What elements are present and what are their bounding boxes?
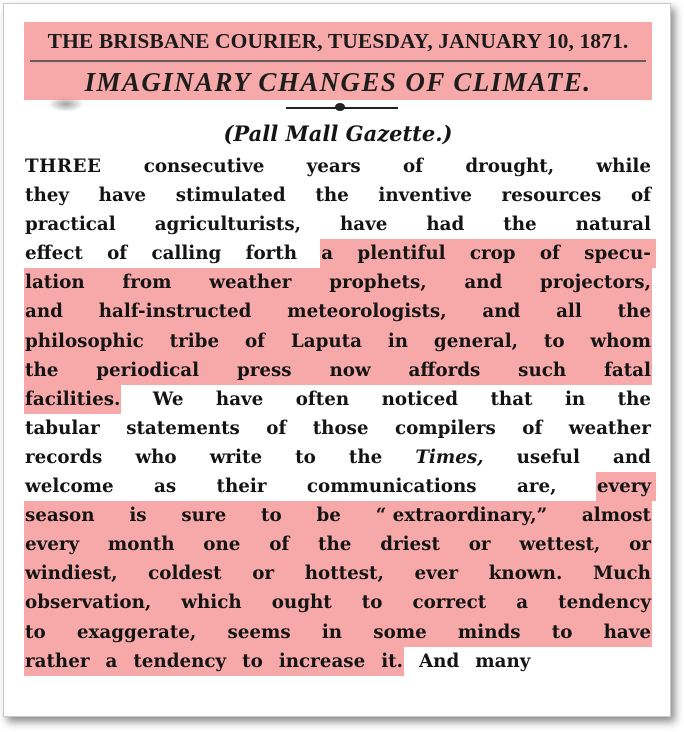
highlighted-word: rather bbox=[25, 650, 90, 672]
ornament-divider bbox=[24, 100, 652, 114]
text-line bbox=[24, 181, 652, 210]
article-body bbox=[24, 152, 652, 676]
highlighted-word: in bbox=[387, 330, 409, 352]
highlighted-word: windiest, bbox=[25, 563, 118, 585]
highlighted-word: observation, bbox=[25, 592, 152, 614]
text-line bbox=[24, 239, 652, 268]
newspaper-clipping bbox=[24, 22, 652, 676]
highlighted-word: some bbox=[373, 621, 427, 643]
highlighted-word: correct bbox=[412, 592, 487, 614]
word: weather bbox=[568, 417, 651, 439]
highlighted-word: in bbox=[321, 621, 343, 643]
word: in bbox=[564, 388, 586, 410]
highlighted-word: increase bbox=[278, 650, 366, 672]
word: have bbox=[215, 388, 264, 410]
highlighted-word: philosophic bbox=[25, 330, 144, 352]
word: agriculturists, bbox=[154, 214, 301, 236]
highlighted-word: tendency bbox=[133, 650, 227, 672]
word: calling bbox=[151, 243, 222, 265]
highlighted-word: a bbox=[516, 592, 529, 614]
highlighted-word: exaggerate, bbox=[76, 621, 197, 643]
highlighted-word: the bbox=[617, 301, 651, 323]
word: compilers bbox=[394, 417, 496, 439]
word: effect bbox=[25, 243, 83, 265]
text-line bbox=[24, 559, 652, 588]
word: of bbox=[630, 185, 651, 207]
highlighted-word: and bbox=[482, 301, 521, 323]
highlighted-word: specu- bbox=[584, 243, 651, 265]
word: practical bbox=[25, 214, 116, 236]
clipping-frame bbox=[3, 3, 671, 717]
highlighted-word: of bbox=[244, 330, 266, 352]
word: tabular bbox=[25, 417, 100, 439]
word: records bbox=[25, 446, 103, 468]
word: often bbox=[295, 388, 350, 410]
highlighted-word: or bbox=[252, 563, 275, 585]
highlighted-word: sure bbox=[181, 505, 227, 527]
word: of bbox=[522, 417, 543, 439]
word: have bbox=[339, 214, 388, 236]
highlighted-word: tribe bbox=[169, 330, 220, 352]
word: had bbox=[426, 214, 465, 236]
word: communications bbox=[306, 476, 477, 498]
word: of bbox=[266, 417, 287, 439]
highlighted-word: affords bbox=[408, 359, 481, 381]
highlighted-word: minds bbox=[457, 621, 521, 643]
word: the bbox=[503, 214, 537, 236]
highlighted-word: seems bbox=[227, 621, 291, 643]
highlighted-word: ought bbox=[271, 592, 332, 614]
highlighted-word: a bbox=[321, 243, 334, 265]
highlighted-word: all bbox=[556, 301, 582, 323]
text-line bbox=[24, 210, 652, 239]
highlighted-word: weather bbox=[209, 272, 292, 294]
highlighted-word: driest bbox=[380, 534, 440, 556]
text-line bbox=[24, 472, 652, 501]
word: the bbox=[315, 185, 349, 207]
highlighted-word: half-instructed bbox=[98, 301, 252, 323]
highlighted-word: the bbox=[318, 534, 352, 556]
source-attribution: (Pall Mall Gazette.) bbox=[223, 121, 453, 146]
highlighted-header-block bbox=[24, 22, 652, 100]
word: consecutive bbox=[143, 156, 265, 177]
word: welcome bbox=[25, 476, 114, 498]
highlighted-word: of bbox=[539, 243, 560, 265]
highlighted-word: fatal bbox=[604, 359, 651, 381]
text-line bbox=[24, 268, 652, 297]
word: resources bbox=[501, 185, 602, 207]
highlighted-word: lation bbox=[25, 272, 85, 294]
text-line bbox=[24, 588, 652, 617]
word: statements bbox=[126, 417, 240, 439]
word: noticed bbox=[381, 388, 459, 410]
highlighted-word: coldest bbox=[148, 563, 222, 585]
text-line bbox=[24, 152, 652, 181]
highlighted-word: ever bbox=[414, 563, 459, 585]
word: natural bbox=[575, 214, 651, 236]
word: And bbox=[418, 650, 460, 672]
highlighted-word: wettest, bbox=[519, 534, 601, 556]
highlighted-word: and bbox=[25, 301, 63, 323]
text-line bbox=[24, 327, 652, 356]
word: they bbox=[25, 185, 69, 207]
word: have bbox=[98, 185, 147, 207]
highlighted-word: every bbox=[596, 476, 651, 498]
text-line bbox=[24, 385, 652, 414]
highlighted-word: now bbox=[329, 359, 371, 381]
word: drought, bbox=[465, 156, 555, 177]
highlighted-word: plentiful bbox=[357, 243, 446, 265]
highlighted-word: which bbox=[181, 592, 242, 614]
highlighted-word: known. bbox=[488, 563, 563, 585]
word: while bbox=[596, 156, 651, 177]
highlighted-word: to bbox=[551, 621, 573, 643]
ornament-dot bbox=[335, 103, 345, 111]
word: stimulated bbox=[175, 185, 286, 207]
highlighted-word: or bbox=[629, 534, 651, 556]
word: useful bbox=[516, 446, 580, 468]
highlighted-word: tendency bbox=[558, 592, 651, 614]
highlighted-word: every bbox=[25, 534, 80, 556]
word: Times, bbox=[415, 446, 484, 468]
word: forth bbox=[245, 243, 298, 265]
word: write bbox=[209, 446, 263, 468]
highlighted-word: Laputa bbox=[290, 330, 362, 352]
highlighted-word: almost bbox=[581, 505, 651, 527]
text-line bbox=[24, 443, 652, 472]
highlighted-word: to bbox=[242, 650, 263, 672]
text-line bbox=[24, 647, 652, 676]
article-headline: IMAGINARY CHANGES OF CLIMATE. bbox=[84, 67, 592, 97]
highlighted-word: projectors, bbox=[540, 272, 651, 294]
highlighted-word: season bbox=[25, 505, 95, 527]
highlighted-word: press bbox=[236, 359, 292, 381]
highlighted-word: one bbox=[203, 534, 241, 556]
highlighted-word: hottest, bbox=[304, 563, 384, 585]
highlighted-word: to bbox=[361, 592, 383, 614]
highlighted-word: to bbox=[261, 505, 282, 527]
word: those bbox=[312, 417, 369, 439]
word: inventive bbox=[378, 185, 472, 207]
masthead: THE BRISBANE COURIER, TUESDAY, JANUARY 10, 1871. bbox=[47, 29, 629, 53]
highlighted-word: meteorologists, bbox=[287, 301, 447, 323]
highlighted-word: have bbox=[603, 621, 651, 643]
highlighted-word: to bbox=[543, 330, 565, 352]
word: that bbox=[490, 388, 533, 410]
text-line bbox=[24, 618, 652, 647]
highlighted-word: such bbox=[518, 359, 567, 381]
word: the bbox=[617, 388, 651, 410]
word: We bbox=[152, 388, 184, 410]
word: years bbox=[306, 156, 361, 177]
highlighted-word: or bbox=[468, 534, 491, 556]
word: the bbox=[348, 446, 383, 468]
word: and bbox=[613, 446, 651, 468]
word: as bbox=[154, 476, 177, 498]
word: who bbox=[135, 446, 177, 468]
highlighted-word: be bbox=[316, 505, 341, 527]
word: of bbox=[107, 243, 128, 265]
highlighted-word: whom bbox=[590, 330, 651, 352]
text-line bbox=[24, 414, 652, 443]
highlighted-word: a bbox=[105, 650, 118, 672]
highlighted-word: to bbox=[25, 621, 46, 643]
highlighted-word: “ extraordinary,” bbox=[375, 505, 548, 527]
highlighted-word: the bbox=[25, 359, 59, 381]
word: are, bbox=[516, 476, 557, 498]
highlighted-word: Much bbox=[593, 563, 651, 585]
word: THREE bbox=[25, 156, 102, 177]
text-line bbox=[24, 501, 652, 530]
highlighted-word: of bbox=[269, 534, 290, 556]
highlighted-word: crop bbox=[469, 243, 516, 265]
highlighted-word: and bbox=[464, 272, 503, 294]
highlighted-word: is bbox=[129, 505, 147, 527]
text-line bbox=[24, 530, 652, 559]
word: many bbox=[475, 650, 531, 672]
highlighted-word: month bbox=[107, 534, 175, 556]
highlighted-word: periodical bbox=[96, 359, 200, 381]
highlighted-word: from bbox=[122, 272, 172, 294]
text-line bbox=[24, 356, 652, 385]
highlighted-word: it. bbox=[381, 650, 403, 672]
highlighted-word: general, bbox=[433, 330, 519, 352]
text-line bbox=[24, 297, 652, 326]
word: their bbox=[216, 476, 267, 498]
word: to bbox=[295, 446, 316, 468]
highlighted-word: facilities. bbox=[25, 388, 121, 410]
word: of bbox=[402, 156, 424, 177]
highlighted-word: prophets, bbox=[329, 272, 427, 294]
